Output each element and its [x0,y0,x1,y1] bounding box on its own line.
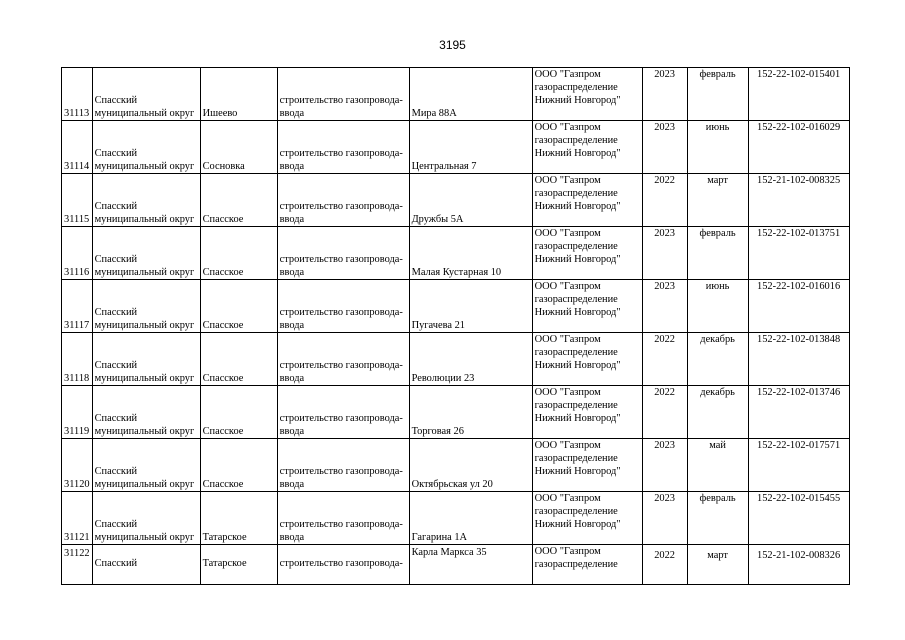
row-number: 31115 [62,174,93,227]
organization-cell-line: газораспределение [534,135,618,146]
district-cell [92,545,200,585]
work-type-cell [277,386,409,439]
code-cell: 152-22-102-016029 [748,121,849,174]
organization-cell [532,545,642,585]
organization-cell-line: газораспределение [534,453,618,464]
address-cell: Центральная 7 [409,121,532,174]
year-cell: 2022 [642,174,687,227]
organization-cell-line: Нижний Новгород" [534,360,621,371]
village-cell: Спасское [200,333,277,386]
work-type-cell [277,280,409,333]
row-number: 31113 [62,68,93,121]
village-cell: Спасское [200,227,277,280]
work-type-cell-line: строительство газопровода- [279,360,403,371]
table-row [62,227,850,280]
organization-cell-line: Нижний Новгород" [534,201,621,212]
district-cell-line: муниципальный округ [94,373,195,384]
organization-cell [532,227,642,280]
work-type-cell [277,545,409,585]
organization-cell-line: ООО "Газпром [534,69,601,80]
row-number: 31120 [62,439,93,492]
year-cell: 2023 [642,280,687,333]
table-row [62,68,850,121]
district-cell-line: муниципальный округ [94,214,195,225]
code-cell: 152-22-102-013848 [748,333,849,386]
work-type-cell [277,227,409,280]
village-cell: Спасское [200,386,277,439]
code-cell: 152-22-102-015401 [748,68,849,121]
organization-cell-line: газораспределение [534,559,618,570]
address-cell: Гагарина 1А [409,492,532,545]
month-cell: март [687,174,748,227]
table-row [62,333,850,386]
code-cell: 152-22-102-016016 [748,280,849,333]
month-cell: июнь [687,280,748,333]
village-cell: Спасское [200,439,277,492]
district-cell [92,227,200,280]
row-number: 31114 [62,121,93,174]
organization-cell [532,68,642,121]
work-type-cell [277,333,409,386]
organization-cell-line: Нижний Новгород" [534,413,621,424]
table-row [62,545,850,585]
work-type-cell-line: ввода [279,479,305,490]
year-cell: 2023 [642,439,687,492]
organization-cell [532,333,642,386]
year-cell: 2022 [642,333,687,386]
work-type-cell [277,439,409,492]
row-number: 31116 [62,227,93,280]
organization-cell [532,439,642,492]
district-cell-line: Спасский [94,254,138,265]
district-cell [92,280,200,333]
organization-cell-line: ООО "Газпром [534,281,601,292]
month-cell: февраль [687,492,748,545]
month-cell: декабрь [687,333,748,386]
table-row [62,280,850,333]
organization-cell-line: ООО "Газпром [534,440,601,451]
district-cell-line: муниципальный округ [94,532,195,543]
gas-connection-table [61,67,850,585]
village-cell: Спасское [200,280,277,333]
month-cell: февраль [687,227,748,280]
work-type-cell-line: ввода [279,426,305,437]
address-cell: Торговая 26 [409,386,532,439]
district-cell-line: Спасский [94,466,138,477]
work-type-cell-line: строительство газопровода- [279,201,403,212]
code-cell: 152-22-102-013751 [748,227,849,280]
district-cell-line: муниципальный округ [94,267,195,278]
year-cell: 2023 [642,68,687,121]
work-type-cell-line: строительство газопровода- [279,95,403,106]
district-cell-line: Спасский [94,148,138,159]
district-cell-line: муниципальный округ [94,426,195,437]
organization-cell [532,492,642,545]
table-body [62,68,850,585]
district-cell-line: Спасский [94,307,138,318]
district-cell [92,439,200,492]
address-cell: Пугачева 21 [409,280,532,333]
work-type-cell-line: строительство газопровода- [279,413,403,424]
work-type-cell-line: ввода [279,373,305,384]
organization-cell [532,386,642,439]
row-number: 31121 [62,492,93,545]
month-cell: июнь [687,121,748,174]
district-cell [92,492,200,545]
organization-cell-line: газораспределение [534,82,618,93]
organization-cell-line: ООО "Газпром [534,387,601,398]
organization-cell-line: ООО "Газпром [534,175,601,186]
month-cell: декабрь [687,386,748,439]
district-cell [92,121,200,174]
district-cell-line: Спасский [94,413,138,424]
work-type-cell [277,121,409,174]
organization-cell-line: газораспределение [534,506,618,517]
organization-cell-line: ООО "Газпром [534,228,601,239]
organization-cell-line: Нижний Новгород" [534,148,621,159]
work-type-cell-line: строительство газопровода- [279,558,403,569]
year-cell: 2022 [642,386,687,439]
organization-cell-line: газораспределение [534,188,618,199]
table-row [62,174,850,227]
district-cell-line: Спасский [94,201,138,212]
work-type-cell [277,68,409,121]
code-cell: 152-21-102-008326 [748,545,849,585]
organization-cell-line: ООО "Газпром [534,122,601,133]
district-cell-line: Спасский [94,360,138,371]
table-row [62,492,850,545]
organization-cell-line: ООО "Газпром [534,334,601,345]
organization-cell-line: Нижний Новгород" [534,466,621,477]
month-cell: март [687,545,748,585]
address-cell: Карла Маркса 35 [409,545,532,585]
village-cell: Татарское [200,545,277,585]
year-cell: 2023 [642,492,687,545]
organization-cell [532,280,642,333]
work-type-cell-line: ввода [279,108,305,119]
code-cell: 152-22-102-017571 [748,439,849,492]
work-type-cell-line: ввода [279,532,305,543]
work-type-cell-line: строительство газопровода- [279,466,403,477]
village-cell: Ишеево [200,68,277,121]
district-cell-line: муниципальный округ [94,320,195,331]
table-row [62,439,850,492]
table-row [62,121,850,174]
organization-cell-line: Нижний Новгород" [534,95,621,106]
organization-cell-line: газораспределение [534,294,618,305]
year-cell: 2023 [642,227,687,280]
organization-cell-line: газораспределение [534,241,618,252]
district-cell-line: Спасский [94,95,138,106]
address-cell: Малая Кустарная 10 [409,227,532,280]
district-cell-line: муниципальный округ [94,479,195,490]
work-type-cell [277,174,409,227]
work-type-cell-line: строительство газопровода- [279,307,403,318]
village-cell: Спасское [200,174,277,227]
table-row [62,386,850,439]
work-type-cell-line: ввода [279,161,305,172]
year-cell: 2022 [642,545,687,585]
district-cell [92,68,200,121]
district-cell-line: муниципальный округ [94,108,195,119]
organization-cell-line: газораспределение [534,347,618,358]
district-cell-line: Спасский [94,519,138,530]
year-cell: 2023 [642,121,687,174]
row-number: 31119 [62,386,93,439]
organization-cell-line: газораспределение [534,400,618,411]
organization-cell [532,121,642,174]
page-number: 3195 [439,38,466,52]
work-type-cell-line: ввода [279,320,305,331]
organization-cell-line: Нижний Новгород" [534,254,621,265]
month-cell: май [687,439,748,492]
village-cell: Сосновка [200,121,277,174]
district-cell [92,333,200,386]
row-number: 31118 [62,333,93,386]
address-cell: Октябрьская ул 20 [409,439,532,492]
row-number: 31122 [62,545,93,585]
work-type-cell-line: строительство газопровода- [279,519,403,530]
address-cell: Революции 23 [409,333,532,386]
code-cell: 152-22-102-015455 [748,492,849,545]
district-cell [92,386,200,439]
month-cell: февраль [687,68,748,121]
district-cell [92,174,200,227]
work-type-cell [277,492,409,545]
organization-cell-line: ООО "Газпром [534,546,601,557]
code-cell: 152-21-102-008325 [748,174,849,227]
row-number: 31117 [62,280,93,333]
work-type-cell-line: строительство газопровода- [279,254,403,265]
organization-cell-line: Нижний Новгород" [534,519,621,530]
work-type-cell-line: строительство газопровода- [279,148,403,159]
village-cell: Татарское [200,492,277,545]
work-type-cell-line: ввода [279,267,305,278]
work-type-cell-line: ввода [279,214,305,225]
district-cell-line: Спасский [94,558,138,569]
code-cell: 152-22-102-013746 [748,386,849,439]
address-cell: Дружбы 5А [409,174,532,227]
organization-cell [532,174,642,227]
organization-cell-line: ООО "Газпром [534,493,601,504]
organization-cell-line: Нижний Новгород" [534,307,621,318]
district-cell-line: муниципальный округ [94,161,195,172]
address-cell: Мира 88А [409,68,532,121]
